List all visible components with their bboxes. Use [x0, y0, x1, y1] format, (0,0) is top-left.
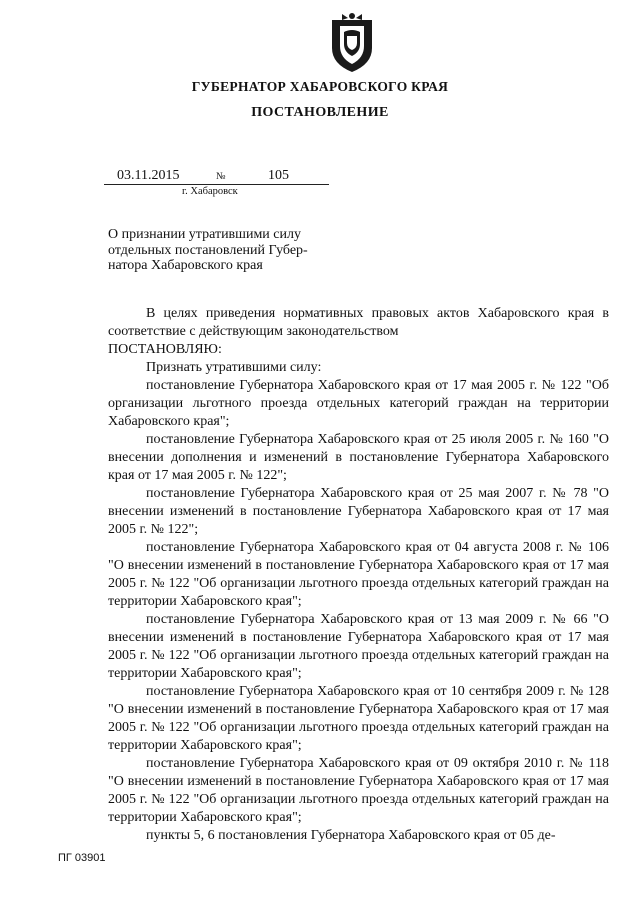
body-paragraph: В целях приведения нормативных правовых актов Хабаровского края в соответствие с действующим законодательством — [108, 306, 609, 339]
form-code: ПГ 03901 — [58, 852, 106, 864]
document-number: 105 — [268, 168, 289, 183]
repealed-item: постановление Губернатора Хабаровского края от 13 мая 2009 г. № 66 "О внесении изменений в постановление Губернатора Хабаровского края от 17 мая 2005 г. № 122 "Об организации льготного проезда отдельных категорий граждан на территории Хабаровского края"; — [108, 612, 609, 681]
coat-of-arms-icon — [328, 12, 376, 74]
document-body — [108, 305, 609, 845]
subject-line: О признании утратившими силу — [108, 227, 301, 242]
body-paragraph: Признать утратившими силу: — [146, 360, 322, 375]
subject-line: натора Хабаровского края — [108, 258, 263, 273]
repealed-item: постановление Губернатора Хабаровского края от 25 мая 2007 г. № 78 "О внесении изменений в постановление Губернатора Хабаровского края от 17 мая 2005 г. № 122"; — [108, 486, 609, 537]
repealed-item: постановление Губернатора Хабаровского края от 04 августа 2008 г. № 106 "О внесении изменений в постановление Губернатора Хабаровского края от 17 мая 2005 г. № 122 "Об организации льготного проезда отдельных категорий граждан на территории Хабаровского края"; — [108, 540, 609, 609]
repealed-item: постановление Губернатора Хабаровского края от 09 октября 2010 г. № 118 "О внесении изменений в постановление Губернатора Хабаровского края от 17 мая 2005 г. № 122 "Об организации льготного проезда отдельных категорий граждан на территории Хабаровского края"; — [108, 756, 609, 825]
document-subject — [108, 227, 330, 274]
subject-line: отдельных постановлений Губер- — [108, 242, 308, 258]
document-date: 03.11.2015 — [117, 168, 180, 183]
issuing-authority: ГУБЕРНАТОР ХАБАРОВСКОГО КРАЯ — [191, 79, 449, 94]
repealed-item: постановление Губернатора Хабаровского края от 17 мая 2005 г. № 122 "Об организации льготного проезда отдельных категорий граждан на территории Хабаровского края"; — [108, 378, 609, 429]
repealed-item: постановление Губернатора Хабаровского края от 25 июля 2005 г. № 160 "О внесении дополнения и изменений в постановление Губернатора Хабаровского края от 17 мая 2005 г. № 122"; — [108, 432, 609, 483]
decree-keyword: ПОСТАНОВЛЯЮ: — [108, 342, 222, 357]
issue-city: г. Хабаровск — [182, 186, 238, 197]
number-sign: № — [216, 171, 226, 182]
registration-underline — [104, 184, 329, 185]
document-type-title: ПОСТАНОВЛЕНИЕ — [251, 105, 389, 120]
repealed-item: пункты 5, 6 постановления Губернатора Хабаровского края от 05 де- — [146, 828, 556, 843]
repealed-item: постановление Губернатора Хабаровского края от 10 сентября 2009 г. № 128 "О внесении изменений в постановление Губернатора Хабаровского края от 17 мая 2005 г. № 122 "Об организации льготного проезда отдельных категорий граждан на территории Хабаровского края"; — [108, 684, 609, 753]
